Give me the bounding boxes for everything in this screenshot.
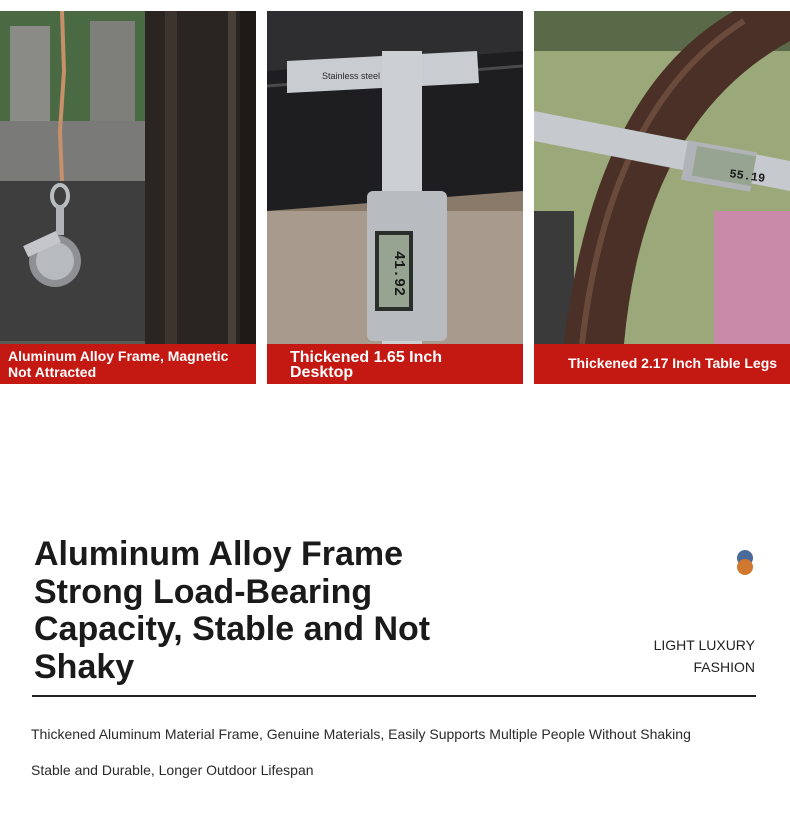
caption-magnetic-text: Aluminum Alloy Frame, Magnetic Not Attracted [8, 348, 229, 380]
desktop-caliper-photo [267, 11, 523, 384]
photo-caption [534, 344, 790, 384]
caliper-reading-2: 55.19 [728, 167, 767, 186]
photo-caption [267, 344, 523, 384]
description-line-1: Thickened Aluminum Material Frame, Genuine Materials, Easily Supports Multiple People Without Shaking [31, 726, 691, 742]
table-leg-caliper-photo [534, 11, 790, 384]
tagline-line-1: LIGHT LUXURY [653, 637, 755, 653]
caliper-brand-text-1: Stainless steel [322, 71, 381, 81]
table-leg-caliper-illustration [534, 11, 790, 384]
section-divider [32, 695, 756, 697]
caliper-reading-1: 41.92 [390, 251, 407, 297]
tagline-line-2: FASHION [693, 659, 755, 675]
brand-tagline [654, 634, 755, 678]
section-headline: Aluminum Alloy Frame Strong Load-Bearing Capacity, Stable and Not Shaky [34, 535, 431, 686]
description-line-2: Stable and Durable, Longer Outdoor Lifespan [31, 762, 314, 778]
brand-logo-icon [736, 550, 754, 576]
magnet-test-illustration [0, 11, 256, 384]
photo-caption [0, 344, 256, 384]
desktop-caliper-illustration [267, 11, 523, 384]
caption-desktop-text: Thickened 1.65 Inch Desktop [290, 349, 443, 381]
magnet-test-photo [0, 11, 256, 384]
caption-legs-text: Thickened 2.17 Inch Table Legs [568, 355, 778, 371]
